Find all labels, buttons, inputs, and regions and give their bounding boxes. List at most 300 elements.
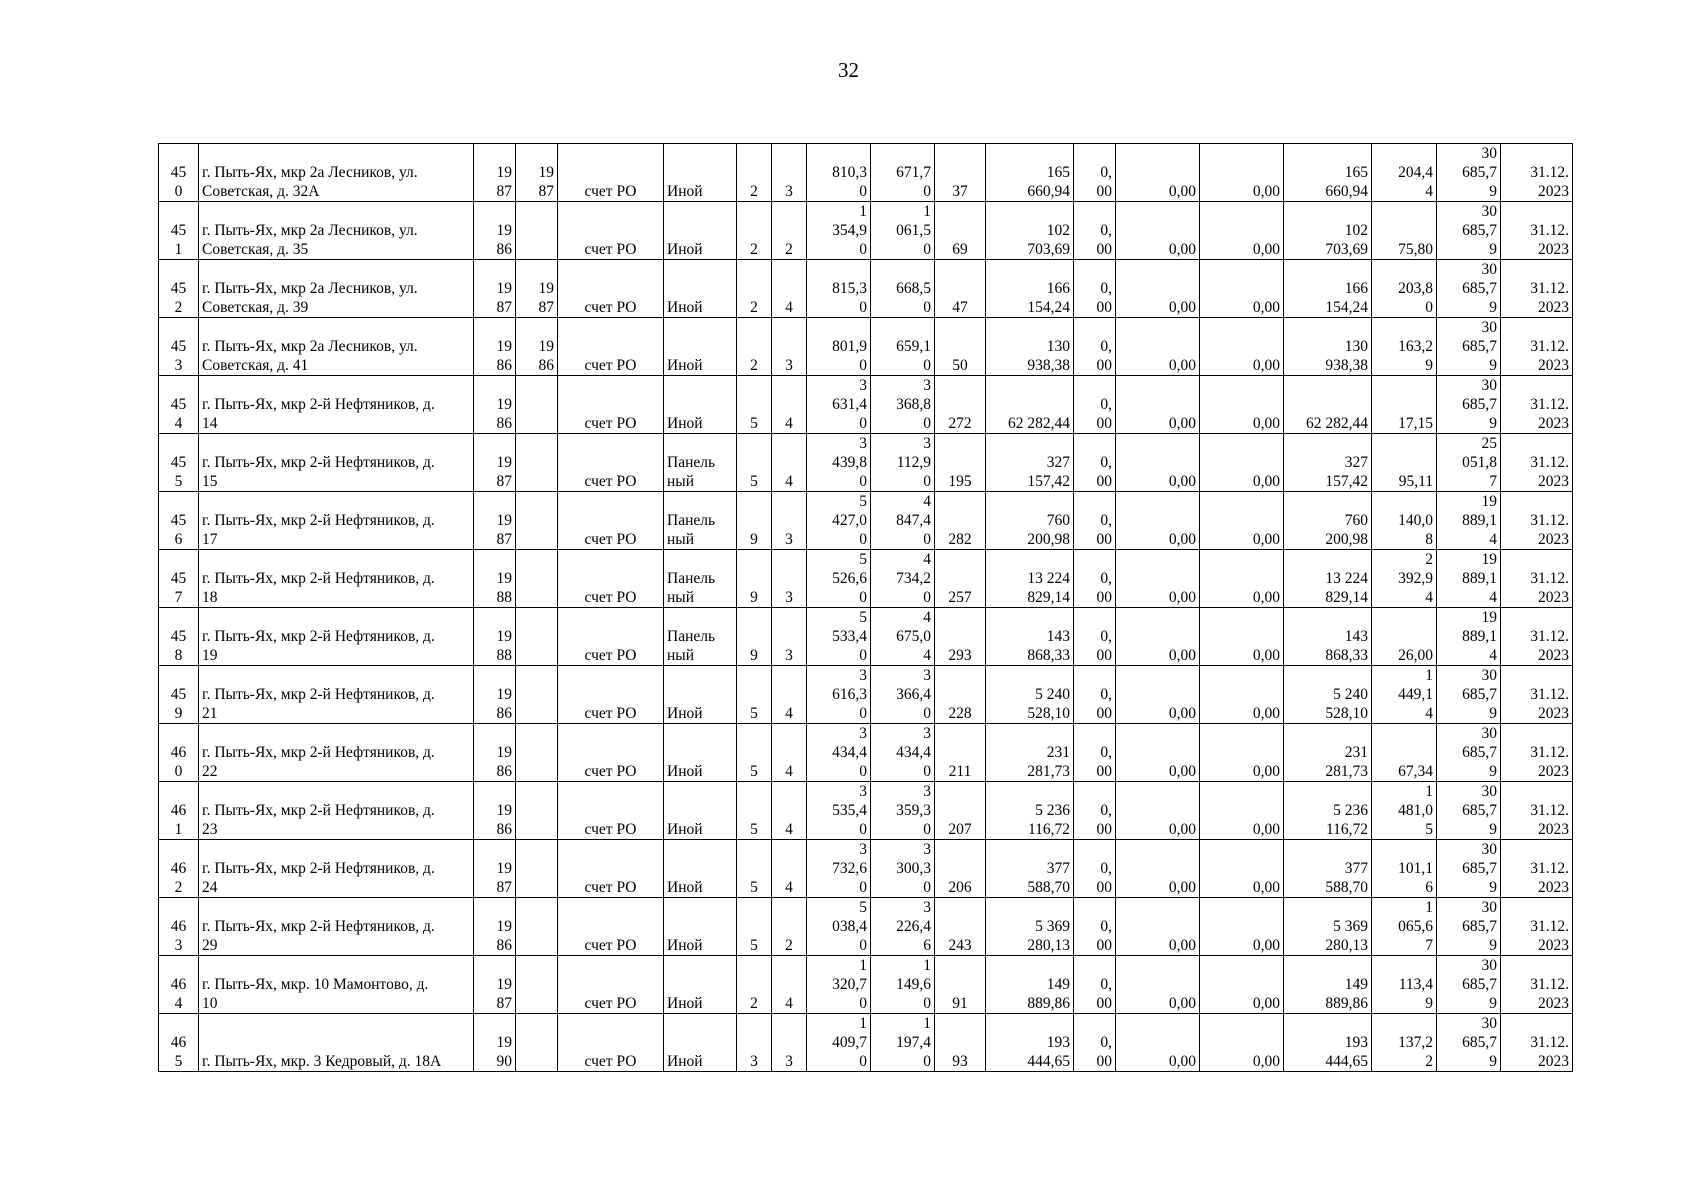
cell-wall-material: Панель ный xyxy=(664,492,737,550)
cell-row-number: 45 6 xyxy=(159,492,199,550)
cell-wall-material: Иной xyxy=(664,144,737,202)
cell-owner-funds: 13 224 829,14 xyxy=(1284,550,1372,608)
cell-fund-share-3: 0,00 xyxy=(1200,144,1284,202)
cell-specific-cost: 95,11 xyxy=(1372,434,1437,492)
cell-fund-share-2: 0,00 xyxy=(1116,608,1200,666)
cell-fund-share-3: 0,00 xyxy=(1200,840,1284,898)
table-row xyxy=(159,202,1573,260)
cell-entrances: 3 xyxy=(772,550,807,608)
cell-floors: 2 xyxy=(737,318,772,376)
cell-fund-share-1: 0, 00 xyxy=(1074,260,1116,318)
cell-living-area: 4 675,0 4 xyxy=(871,608,935,666)
table-row xyxy=(159,956,1573,1014)
cell-address: г. Пыть-Ях, мкр 2-й Нефтяников, д. 19 xyxy=(199,608,474,666)
cell-floors: 2 xyxy=(737,202,772,260)
cell-deadline-date: 31.12. 2023 xyxy=(1501,492,1573,550)
cell-address: г. Пыть-Ях, мкр 2-й Нефтяников, д. 24 xyxy=(199,840,474,898)
cell-floors: 5 xyxy=(737,666,772,724)
cell-commission-year xyxy=(516,666,558,724)
cell-wall-material: Иной xyxy=(664,376,737,434)
cell-residents: 37 xyxy=(935,144,986,202)
cell-residents: 93 xyxy=(935,1014,986,1072)
cell-floors: 5 xyxy=(737,898,772,956)
cell-commission-year xyxy=(516,608,558,666)
cell-row-number: 45 1 xyxy=(159,202,199,260)
cell-limit-cost: 30 685,7 9 xyxy=(1437,724,1501,782)
cell-wall-material: Иной xyxy=(664,782,737,840)
cell-address: г. Пыть-Ях, мкр 2а Лесников, ул. Советская, д. 35 xyxy=(199,202,474,260)
cell-row-number: 45 3 xyxy=(159,318,199,376)
cell-row-number: 45 8 xyxy=(159,608,199,666)
cell-deadline-date: 31.12. 2023 xyxy=(1501,434,1573,492)
cell-specific-cost: 1 481,0 5 xyxy=(1372,782,1437,840)
cell-living-area: 3 112,9 0 xyxy=(871,434,935,492)
table-row xyxy=(159,376,1573,434)
cell-fund-share-3: 0,00 xyxy=(1200,898,1284,956)
cell-floors: 2 xyxy=(737,260,772,318)
cell-fund-share-1: 0, 00 xyxy=(1074,724,1116,782)
cell-specific-cost: 140,0 8 xyxy=(1372,492,1437,550)
cell-residents: 195 xyxy=(935,434,986,492)
cell-total-cost: 166 154,24 xyxy=(986,260,1074,318)
cell-wall-material: Иной xyxy=(664,1014,737,1072)
cell-residents: 228 xyxy=(935,666,986,724)
cell-fund-share-1: 0, 00 xyxy=(1074,956,1116,1014)
cell-address: г. Пыть-Ях, мкр 2-й Нефтяников, д. 21 xyxy=(199,666,474,724)
cell-specific-cost: 204,4 4 xyxy=(1372,144,1437,202)
cell-specific-cost: 101,1 6 xyxy=(1372,840,1437,898)
cell-build-year: 19 86 xyxy=(474,202,516,260)
cell-build-year: 19 86 xyxy=(474,318,516,376)
cell-entrances: 4 xyxy=(772,956,807,1014)
cell-residents: 282 xyxy=(935,492,986,550)
cell-fund-method: счет РО xyxy=(558,898,664,956)
cell-living-area: 3 434,4 0 xyxy=(871,724,935,782)
cell-total-cost: 5 369 280,13 xyxy=(986,898,1074,956)
cell-commission-year xyxy=(516,376,558,434)
cell-owner-funds: 5 240 528,10 xyxy=(1284,666,1372,724)
cell-floors: 5 xyxy=(737,376,772,434)
cell-floors: 5 xyxy=(737,724,772,782)
cell-address: г. Пыть-Ях, мкр 2а Лесников, ул. Советская, д. 32А xyxy=(199,144,474,202)
cell-fund-share-2: 0,00 xyxy=(1116,898,1200,956)
cell-total-cost: 327 157,42 xyxy=(986,434,1074,492)
cell-row-number: 46 4 xyxy=(159,956,199,1014)
table-body xyxy=(159,144,1573,1072)
cell-fund-share-1: 0, 00 xyxy=(1074,550,1116,608)
cell-fund-share-1: 0, 00 xyxy=(1074,782,1116,840)
cell-fund-share-2: 0,00 xyxy=(1116,840,1200,898)
cell-wall-material: Панель ный xyxy=(664,550,737,608)
page-number: 32 xyxy=(838,58,859,82)
cell-fund-share-2: 0,00 xyxy=(1116,782,1200,840)
cell-row-number: 45 5 xyxy=(159,434,199,492)
cell-address: г. Пыть-Ях, мкр 2-й Нефтяников, д. 14 xyxy=(199,376,474,434)
cell-build-year: 19 87 xyxy=(474,956,516,1014)
cell-owner-funds: 62 282,44 xyxy=(1284,376,1372,434)
cell-fund-share-2: 0,00 xyxy=(1116,376,1200,434)
cell-residents: 243 xyxy=(935,898,986,956)
cell-address: г. Пыть-Ях, мкр 2-й Нефтяников, д. 22 xyxy=(199,724,474,782)
cell-owner-funds: 143 868,33 xyxy=(1284,608,1372,666)
cell-fund-share-2: 0,00 xyxy=(1116,550,1200,608)
cell-total-area: 801,9 0 xyxy=(807,318,871,376)
cell-commission-year xyxy=(516,840,558,898)
cell-build-year: 19 86 xyxy=(474,782,516,840)
cell-row-number: 45 2 xyxy=(159,260,199,318)
cell-entrances: 2 xyxy=(772,202,807,260)
cell-fund-share-2: 0,00 xyxy=(1116,318,1200,376)
cell-entrances: 3 xyxy=(772,608,807,666)
cell-fund-method: счет РО xyxy=(558,724,664,782)
cell-living-area: 1 061,5 0 xyxy=(871,202,935,260)
cell-commission-year xyxy=(516,724,558,782)
cell-specific-cost: 75,80 xyxy=(1372,202,1437,260)
cell-commission-year: 19 87 xyxy=(516,260,558,318)
cell-deadline-date: 31.12. 2023 xyxy=(1501,318,1573,376)
cell-total-cost: 62 282,44 xyxy=(986,376,1074,434)
cell-wall-material: Иной xyxy=(664,318,737,376)
cell-build-year: 19 87 xyxy=(474,144,516,202)
cell-deadline-date: 31.12. 2023 xyxy=(1501,1014,1573,1072)
cell-entrances: 3 xyxy=(772,492,807,550)
cell-limit-cost: 30 685,7 9 xyxy=(1437,202,1501,260)
cell-total-cost: 760 200,98 xyxy=(986,492,1074,550)
cell-row-number: 46 5 xyxy=(159,1014,199,1072)
cell-total-cost: 143 868,33 xyxy=(986,608,1074,666)
cell-fund-share-3: 0,00 xyxy=(1200,376,1284,434)
cell-row-number: 45 7 xyxy=(159,550,199,608)
cell-total-cost: 5 236 116,72 xyxy=(986,782,1074,840)
cell-build-year: 19 87 xyxy=(474,492,516,550)
cell-fund-method: счет РО xyxy=(558,608,664,666)
cell-floors: 9 xyxy=(737,608,772,666)
cell-owner-funds: 231 281,73 xyxy=(1284,724,1372,782)
cell-deadline-date: 31.12. 2023 xyxy=(1501,260,1573,318)
cell-total-area: 5 038,4 0 xyxy=(807,898,871,956)
cell-floors: 9 xyxy=(737,550,772,608)
cell-fund-share-1: 0, 00 xyxy=(1074,608,1116,666)
cell-fund-share-2: 0,00 xyxy=(1116,724,1200,782)
cell-limit-cost: 30 685,7 9 xyxy=(1437,1014,1501,1072)
cell-total-area: 1 409,7 0 xyxy=(807,1014,871,1072)
cell-total-area: 5 427,0 0 xyxy=(807,492,871,550)
cell-fund-method: счет РО xyxy=(558,376,664,434)
cell-limit-cost: 30 685,7 9 xyxy=(1437,956,1501,1014)
cell-fund-method: счет РО xyxy=(558,782,664,840)
table-row xyxy=(159,144,1573,202)
cell-total-cost: 102 703,69 xyxy=(986,202,1074,260)
cell-fund-method: счет РО xyxy=(558,260,664,318)
cell-specific-cost: 1 065,6 7 xyxy=(1372,898,1437,956)
cell-residents: 206 xyxy=(935,840,986,898)
cell-owner-funds: 149 889,86 xyxy=(1284,956,1372,1014)
table-row xyxy=(159,260,1573,318)
cell-wall-material: Иной xyxy=(664,840,737,898)
cell-floors: 9 xyxy=(737,492,772,550)
cell-address: г. Пыть-Ях, мкр. 3 Кедровый, д. 18А xyxy=(199,1014,474,1072)
cell-deadline-date: 31.12. 2023 xyxy=(1501,202,1573,260)
cell-fund-share-1: 0, 00 xyxy=(1074,492,1116,550)
cell-commission-year: 19 86 xyxy=(516,318,558,376)
cell-specific-cost: 203,8 0 xyxy=(1372,260,1437,318)
cell-commission-year xyxy=(516,492,558,550)
cell-build-year: 19 90 xyxy=(474,1014,516,1072)
cell-living-area: 1 197,4 0 xyxy=(871,1014,935,1072)
cell-build-year: 19 86 xyxy=(474,666,516,724)
cell-fund-share-2: 0,00 xyxy=(1116,144,1200,202)
cell-limit-cost: 19 889,1 4 xyxy=(1437,608,1501,666)
cell-specific-cost: 1 449,1 4 xyxy=(1372,666,1437,724)
cell-owner-funds: 377 588,70 xyxy=(1284,840,1372,898)
cell-commission-year xyxy=(516,434,558,492)
cell-build-year: 19 88 xyxy=(474,608,516,666)
cell-total-area: 5 526,6 0 xyxy=(807,550,871,608)
table-row xyxy=(159,318,1573,376)
cell-fund-method: счет РО xyxy=(558,434,664,492)
cell-entrances: 3 xyxy=(772,144,807,202)
table-row xyxy=(159,840,1573,898)
cell-residents: 69 xyxy=(935,202,986,260)
cell-fund-share-1: 0, 00 xyxy=(1074,144,1116,202)
cell-total-cost: 165 660,94 xyxy=(986,144,1074,202)
cell-fund-share-2: 0,00 xyxy=(1116,492,1200,550)
cell-address: г. Пыть-Ях, мкр 2а Лесников, ул. Советская, д. 41 xyxy=(199,318,474,376)
cell-living-area: 4 734,2 0 xyxy=(871,550,935,608)
cell-owner-funds: 760 200,98 xyxy=(1284,492,1372,550)
cell-row-number: 45 0 xyxy=(159,144,199,202)
cell-living-area: 3 359,3 0 xyxy=(871,782,935,840)
cell-limit-cost: 30 685,7 9 xyxy=(1437,898,1501,956)
cell-fund-share-2: 0,00 xyxy=(1116,1014,1200,1072)
cell-fund-share-3: 0,00 xyxy=(1200,782,1284,840)
cell-fund-share-1: 0, 00 xyxy=(1074,202,1116,260)
housing-table xyxy=(158,143,1573,1072)
cell-fund-share-1: 0, 00 xyxy=(1074,898,1116,956)
cell-limit-cost: 19 889,1 4 xyxy=(1437,550,1501,608)
cell-fund-share-1: 0, 00 xyxy=(1074,840,1116,898)
cell-wall-material: Иной xyxy=(664,202,737,260)
cell-entrances: 2 xyxy=(772,898,807,956)
cell-fund-share-1: 0, 00 xyxy=(1074,318,1116,376)
cell-limit-cost: 30 685,7 9 xyxy=(1437,260,1501,318)
cell-limit-cost: 25 051,8 7 xyxy=(1437,434,1501,492)
cell-entrances: 4 xyxy=(772,666,807,724)
cell-fund-share-3: 0,00 xyxy=(1200,318,1284,376)
cell-residents: 257 xyxy=(935,550,986,608)
cell-total-area: 815,3 0 xyxy=(807,260,871,318)
cell-owner-funds: 130 938,38 xyxy=(1284,318,1372,376)
cell-fund-share-3: 0,00 xyxy=(1200,666,1284,724)
cell-fund-share-2: 0,00 xyxy=(1116,666,1200,724)
cell-floors: 2 xyxy=(737,956,772,1014)
cell-fund-method: счет РО xyxy=(558,144,664,202)
cell-fund-method: счет РО xyxy=(558,1014,664,1072)
cell-address: г. Пыть-Ях, мкр 2-й Нефтяников, д. 15 xyxy=(199,434,474,492)
cell-commission-year xyxy=(516,1014,558,1072)
cell-floors: 5 xyxy=(737,782,772,840)
cell-fund-share-3: 0,00 xyxy=(1200,492,1284,550)
cell-entrances: 4 xyxy=(772,434,807,492)
cell-commission-year xyxy=(516,898,558,956)
cell-residents: 293 xyxy=(935,608,986,666)
cell-limit-cost: 30 685,7 9 xyxy=(1437,840,1501,898)
cell-deadline-date: 31.12. 2023 xyxy=(1501,550,1573,608)
cell-entrances: 4 xyxy=(772,782,807,840)
cell-fund-share-1: 0, 00 xyxy=(1074,376,1116,434)
cell-deadline-date: 31.12. 2023 xyxy=(1501,376,1573,434)
cell-build-year: 19 87 xyxy=(474,260,516,318)
table-row xyxy=(159,724,1573,782)
cell-row-number: 46 2 xyxy=(159,840,199,898)
cell-row-number: 46 1 xyxy=(159,782,199,840)
cell-living-area: 3 366,4 0 xyxy=(871,666,935,724)
cell-owner-funds: 5 236 116,72 xyxy=(1284,782,1372,840)
table-row xyxy=(159,782,1573,840)
cell-address: г. Пыть-Ях, мкр. 10 Мамонтово, д. 10 xyxy=(199,956,474,1014)
cell-owner-funds: 5 369 280,13 xyxy=(1284,898,1372,956)
cell-fund-method: счет РО xyxy=(558,318,664,376)
cell-specific-cost: 67,34 xyxy=(1372,724,1437,782)
cell-living-area: 1 149,6 0 xyxy=(871,956,935,1014)
cell-owner-funds: 165 660,94 xyxy=(1284,144,1372,202)
cell-specific-cost: 137,2 2 xyxy=(1372,1014,1437,1072)
cell-total-cost: 193 444,65 xyxy=(986,1014,1074,1072)
table-row xyxy=(159,492,1573,550)
cell-residents: 91 xyxy=(935,956,986,1014)
table-row xyxy=(159,434,1573,492)
cell-total-cost: 377 588,70 xyxy=(986,840,1074,898)
cell-build-year: 19 86 xyxy=(474,898,516,956)
cell-living-area: 668,5 0 xyxy=(871,260,935,318)
cell-limit-cost: 30 685,7 9 xyxy=(1437,666,1501,724)
cell-fund-share-2: 0,00 xyxy=(1116,202,1200,260)
cell-living-area: 4 847,4 0 xyxy=(871,492,935,550)
cell-total-area: 3 434,4 0 xyxy=(807,724,871,782)
cell-fund-share-3: 0,00 xyxy=(1200,608,1284,666)
cell-fund-share-2: 0,00 xyxy=(1116,434,1200,492)
cell-fund-share-3: 0,00 xyxy=(1200,550,1284,608)
cell-deadline-date: 31.12. 2023 xyxy=(1501,898,1573,956)
cell-build-year: 19 86 xyxy=(474,724,516,782)
cell-build-year: 19 88 xyxy=(474,550,516,608)
cell-total-cost: 149 889,86 xyxy=(986,956,1074,1014)
table-row xyxy=(159,666,1573,724)
cell-specific-cost: 26,00 xyxy=(1372,608,1437,666)
cell-row-number: 45 9 xyxy=(159,666,199,724)
cell-wall-material: Иной xyxy=(664,724,737,782)
cell-fund-share-3: 0,00 xyxy=(1200,202,1284,260)
table-row xyxy=(159,898,1573,956)
cell-address: г. Пыть-Ях, мкр 2-й Нефтяников, д. 17 xyxy=(199,492,474,550)
cell-total-area: 1 354,9 0 xyxy=(807,202,871,260)
cell-wall-material: Иной xyxy=(664,956,737,1014)
cell-total-cost: 130 938,38 xyxy=(986,318,1074,376)
cell-living-area: 3 226,4 6 xyxy=(871,898,935,956)
cell-total-area: 3 439,8 0 xyxy=(807,434,871,492)
cell-build-year: 19 87 xyxy=(474,840,516,898)
cell-deadline-date: 31.12. 2023 xyxy=(1501,956,1573,1014)
cell-wall-material: Иной xyxy=(664,260,737,318)
cell-residents: 207 xyxy=(935,782,986,840)
cell-fund-method: счет РО xyxy=(558,840,664,898)
cell-living-area: 659,1 0 xyxy=(871,318,935,376)
table-row xyxy=(159,550,1573,608)
cell-total-area: 3 535,4 0 xyxy=(807,782,871,840)
cell-residents: 50 xyxy=(935,318,986,376)
cell-total-area: 810,3 0 xyxy=(807,144,871,202)
cell-fund-share-3: 0,00 xyxy=(1200,434,1284,492)
cell-entrances: 4 xyxy=(772,260,807,318)
cell-limit-cost: 30 685,7 9 xyxy=(1437,376,1501,434)
cell-owner-funds: 102 703,69 xyxy=(1284,202,1372,260)
cell-deadline-date: 31.12. 2023 xyxy=(1501,608,1573,666)
cell-owner-funds: 327 157,42 xyxy=(1284,434,1372,492)
cell-fund-share-1: 0, 00 xyxy=(1074,666,1116,724)
cell-fund-share-2: 0,00 xyxy=(1116,956,1200,1014)
cell-commission-year xyxy=(516,782,558,840)
cell-specific-cost: 163,2 9 xyxy=(1372,318,1437,376)
cell-total-area: 3 631,4 0 xyxy=(807,376,871,434)
cell-fund-method: счет РО xyxy=(558,492,664,550)
cell-build-year: 19 87 xyxy=(474,434,516,492)
cell-total-area: 1 320,7 0 xyxy=(807,956,871,1014)
cell-living-area: 3 300,3 0 xyxy=(871,840,935,898)
cell-entrances: 4 xyxy=(772,376,807,434)
cell-entrances: 4 xyxy=(772,724,807,782)
cell-wall-material: Панель ный xyxy=(664,608,737,666)
cell-residents: 211 xyxy=(935,724,986,782)
cell-commission-year: 19 87 xyxy=(516,144,558,202)
cell-residents: 47 xyxy=(935,260,986,318)
cell-specific-cost: 2 392,9 4 xyxy=(1372,550,1437,608)
cell-residents: 272 xyxy=(935,376,986,434)
cell-fund-method: счет РО xyxy=(558,956,664,1014)
cell-owner-funds: 193 444,65 xyxy=(1284,1014,1372,1072)
cell-total-area: 3 732,6 0 xyxy=(807,840,871,898)
cell-limit-cost: 30 685,7 9 xyxy=(1437,782,1501,840)
cell-address: г. Пыть-Ях, мкр 2-й Нефтяников, д. 29 xyxy=(199,898,474,956)
cell-wall-material: Иной xyxy=(664,666,737,724)
cell-fund-share-1: 0, 00 xyxy=(1074,1014,1116,1072)
cell-row-number: 46 0 xyxy=(159,724,199,782)
cell-address: г. Пыть-Ях, мкр 2а Лесников, ул. Советская, д. 39 xyxy=(199,260,474,318)
cell-living-area: 3 368,8 0 xyxy=(871,376,935,434)
cell-fund-share-3: 0,00 xyxy=(1200,724,1284,782)
cell-fund-share-2: 0,00 xyxy=(1116,260,1200,318)
cell-owner-funds: 166 154,24 xyxy=(1284,260,1372,318)
cell-deadline-date: 31.12. 2023 xyxy=(1501,724,1573,782)
cell-floors: 5 xyxy=(737,434,772,492)
cell-entrances: 4 xyxy=(772,840,807,898)
cell-fund-method: счет РО xyxy=(558,550,664,608)
cell-row-number: 46 3 xyxy=(159,898,199,956)
cell-specific-cost: 17,15 xyxy=(1372,376,1437,434)
cell-specific-cost: 113,4 9 xyxy=(1372,956,1437,1014)
cell-fund-method: счет РО xyxy=(558,666,664,724)
cell-fund-method: счет РО xyxy=(558,202,664,260)
cell-floors: 5 xyxy=(737,840,772,898)
cell-total-cost: 231 281,73 xyxy=(986,724,1074,782)
cell-total-cost: 13 224 829,14 xyxy=(986,550,1074,608)
cell-deadline-date: 31.12. 2023 xyxy=(1501,840,1573,898)
cell-build-year: 19 86 xyxy=(474,376,516,434)
cell-limit-cost: 19 889,1 4 xyxy=(1437,492,1501,550)
cell-address: г. Пыть-Ях, мкр 2-й Нефтяников, д. 18 xyxy=(199,550,474,608)
cell-floors: 2 xyxy=(737,144,772,202)
cell-address: г. Пыть-Ях, мкр 2-й Нефтяников, д. 23 xyxy=(199,782,474,840)
cell-fund-share-3: 0,00 xyxy=(1200,260,1284,318)
